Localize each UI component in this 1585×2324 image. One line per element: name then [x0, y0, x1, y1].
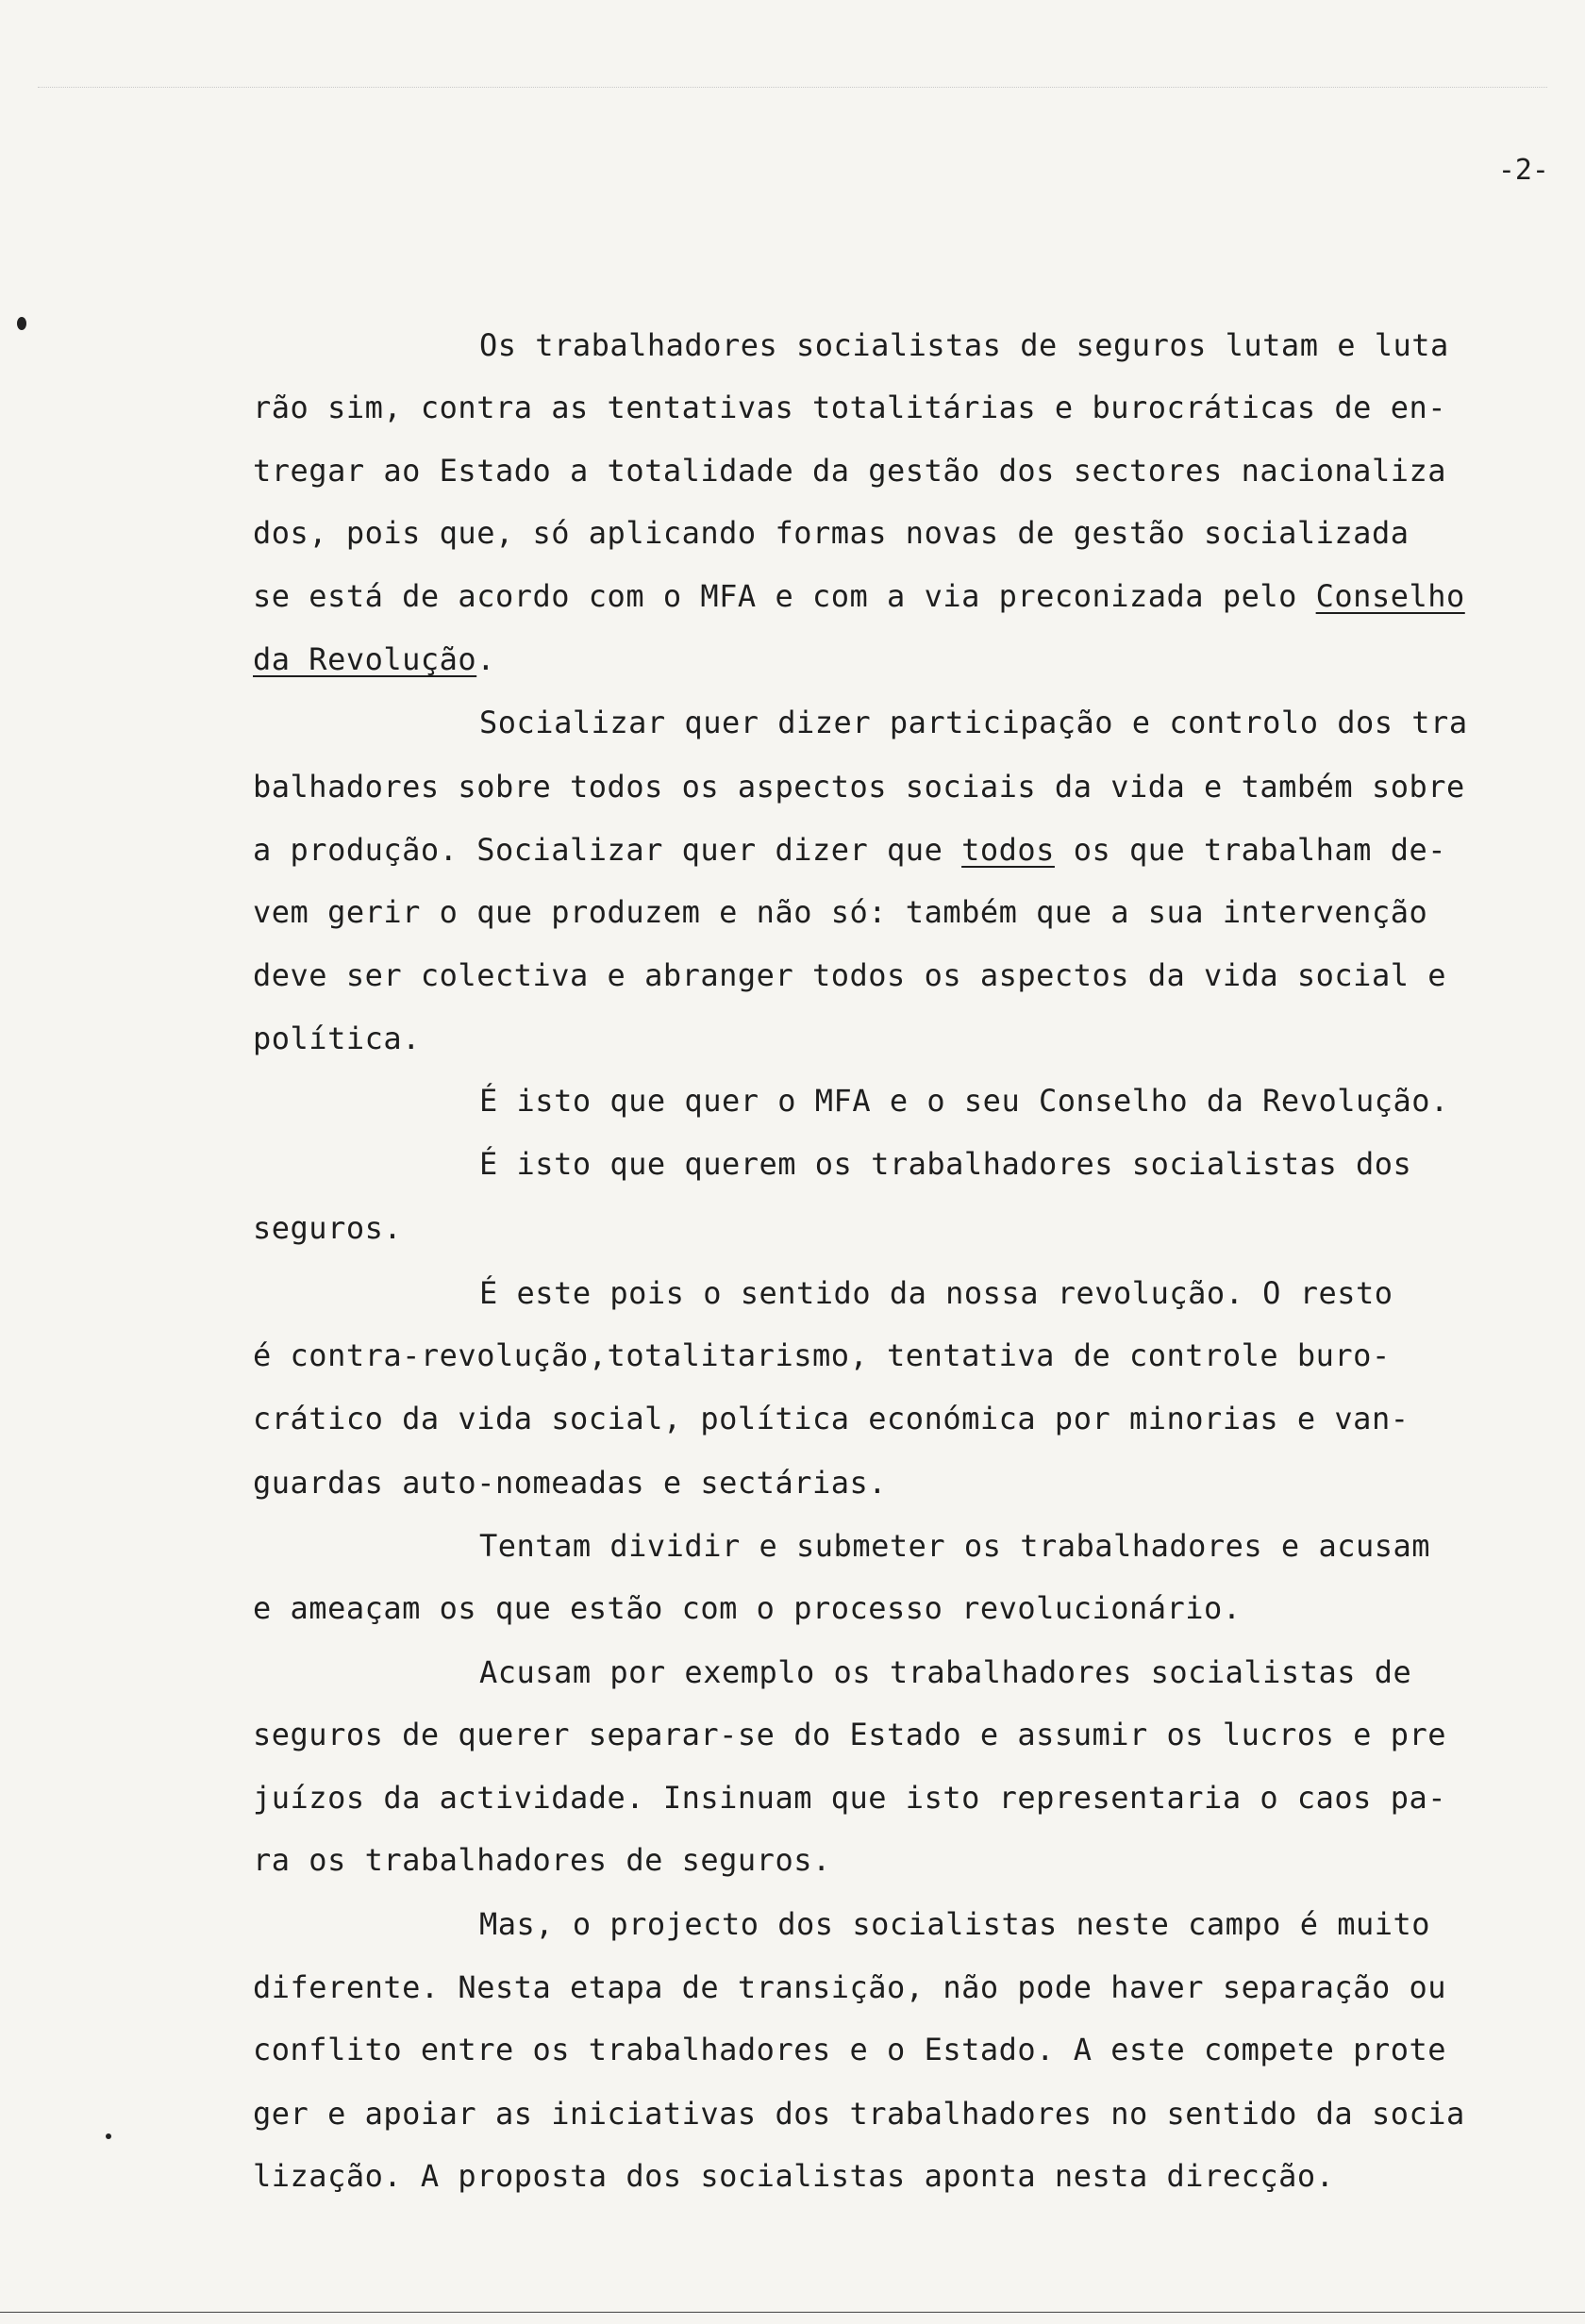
- scan-artifact-top: [38, 87, 1547, 89]
- text-segment: É isto que querem os trabalhadores socialistas dos: [479, 1146, 1412, 1182]
- text-line: [479, 705, 1468, 740]
- text-line: [253, 515, 1409, 551]
- text-segment: ra os trabalhadores de seguros.: [253, 1842, 831, 1878]
- text-line: [253, 1021, 421, 1056]
- text-segment: e ameaçam os que estão com o processo revolucionário.: [253, 1590, 1242, 1626]
- text-line: [479, 1083, 1449, 1119]
- text-segment: deve ser colectiva e abranger todos os aspectos da vida social e: [253, 957, 1446, 993]
- text-segment: É isto que quer o MFA e o seu Conselho da Revolução.: [479, 1083, 1449, 1119]
- text-line: [253, 1717, 1446, 1752]
- text-segment: seguros de querer separar-se do Estado e assumir os lucros e pre: [253, 1717, 1446, 1752]
- text-line: [253, 1401, 1409, 1436]
- text-segment: os que trabalham de-: [1054, 832, 1446, 868]
- ink-mark: [106, 2133, 111, 2139]
- text-segment: Tentam dividir e submeter os trabalhadores e acusam: [479, 1528, 1431, 1564]
- ink-mark: [17, 317, 26, 330]
- text-line: [479, 1654, 1411, 1690]
- text-line: [253, 1465, 887, 1501]
- text-line: [479, 1906, 1430, 1942]
- text-line: [253, 1842, 831, 1878]
- text-segment: Mas, o projecto dos socialistas neste campo é muito: [479, 1906, 1431, 1942]
- page-number: -2-: [1497, 154, 1549, 187]
- text-line: [253, 769, 1465, 805]
- text-line: [253, 390, 1446, 425]
- text-line: [253, 1969, 1446, 2005]
- text-segment: Acusam por exemplo os trabalhadores socialistas de: [479, 1654, 1412, 1690]
- underlined-text: da Revolução: [253, 641, 477, 677]
- text-segment: política.: [253, 1021, 421, 1056]
- text-segment: ger e apoiar as iniciativas dos trabalhadores no sentido da socia: [253, 2096, 1465, 2132]
- underlined-text: Conselho: [1315, 578, 1465, 614]
- text-line: [253, 1210, 402, 1246]
- text-segment: se está de acordo com o MFA e com a via preconizada pelo: [253, 578, 1316, 614]
- text-line: [253, 1590, 1242, 1626]
- text-segment: .: [476, 641, 495, 677]
- text-line: [253, 2032, 1446, 2067]
- text-line: [253, 894, 1427, 930]
- text-segment: conflito entre os trabalhadores e o Estado. A este compete prote: [253, 2032, 1446, 2067]
- text-segment: vem gerir o que produzem e não só: também que a sua intervenção: [253, 894, 1428, 930]
- scan-artifact-bottom: [0, 2312, 1585, 2313]
- text-segment: guardas auto-nomeadas e sectárias.: [253, 1465, 888, 1501]
- text-segment: balhadores sobre todos os aspectos sociais da vida e também sobre: [253, 769, 1465, 805]
- text-line: [253, 1337, 1391, 1373]
- underlined-text: todos: [961, 832, 1055, 868]
- text-segment: diferente. Nesta etapa de transição, não pode haver separação ou: [253, 1969, 1446, 2005]
- text-segment: Os trabalhadores socialistas de seguros lutam e luta: [479, 327, 1449, 363]
- text-segment: Socializar quer dizer participação e controlo dos tra: [479, 705, 1468, 740]
- text-line: [479, 1275, 1393, 1311]
- text-line: [479, 1528, 1430, 1564]
- text-segment: seguros.: [253, 1210, 403, 1246]
- text-segment: lização. A proposta dos socialistas aponta nesta direcção.: [253, 2158, 1335, 2194]
- text-segment: rão sim, contra as tentativas totalitárias e burocráticas de en-: [253, 390, 1446, 425]
- text-line: [253, 578, 1465, 614]
- text-segment: é contra-revolução,totalitarismo, tentativa de controle buro-: [253, 1337, 1391, 1373]
- text-line: [479, 1146, 1411, 1182]
- text-segment: É este pois o sentido da nossa revolução. O resto: [479, 1275, 1393, 1311]
- text-line: [253, 2158, 1334, 2194]
- text-line: [253, 957, 1446, 993]
- text-line: [253, 1780, 1446, 1816]
- text-line: [253, 832, 1446, 868]
- text-segment: juízos da actividade. Insinuam que isto representaria o caos pa-: [253, 1780, 1446, 1816]
- text-line: [479, 327, 1449, 363]
- text-segment: tregar ao Estado a totalidade da gestão dos sectores nacionaliza: [253, 453, 1446, 489]
- text-line: [253, 453, 1446, 489]
- text-line: [253, 2096, 1465, 2132]
- text-segment: a produção. Socializar quer dizer que: [253, 832, 962, 868]
- text-line: [253, 641, 495, 677]
- text-segment: dos, pois que, só aplicando formas novas de gestão socializada: [253, 515, 1410, 551]
- text-segment: crático da vida social, política económica por minorias e van-: [253, 1401, 1410, 1436]
